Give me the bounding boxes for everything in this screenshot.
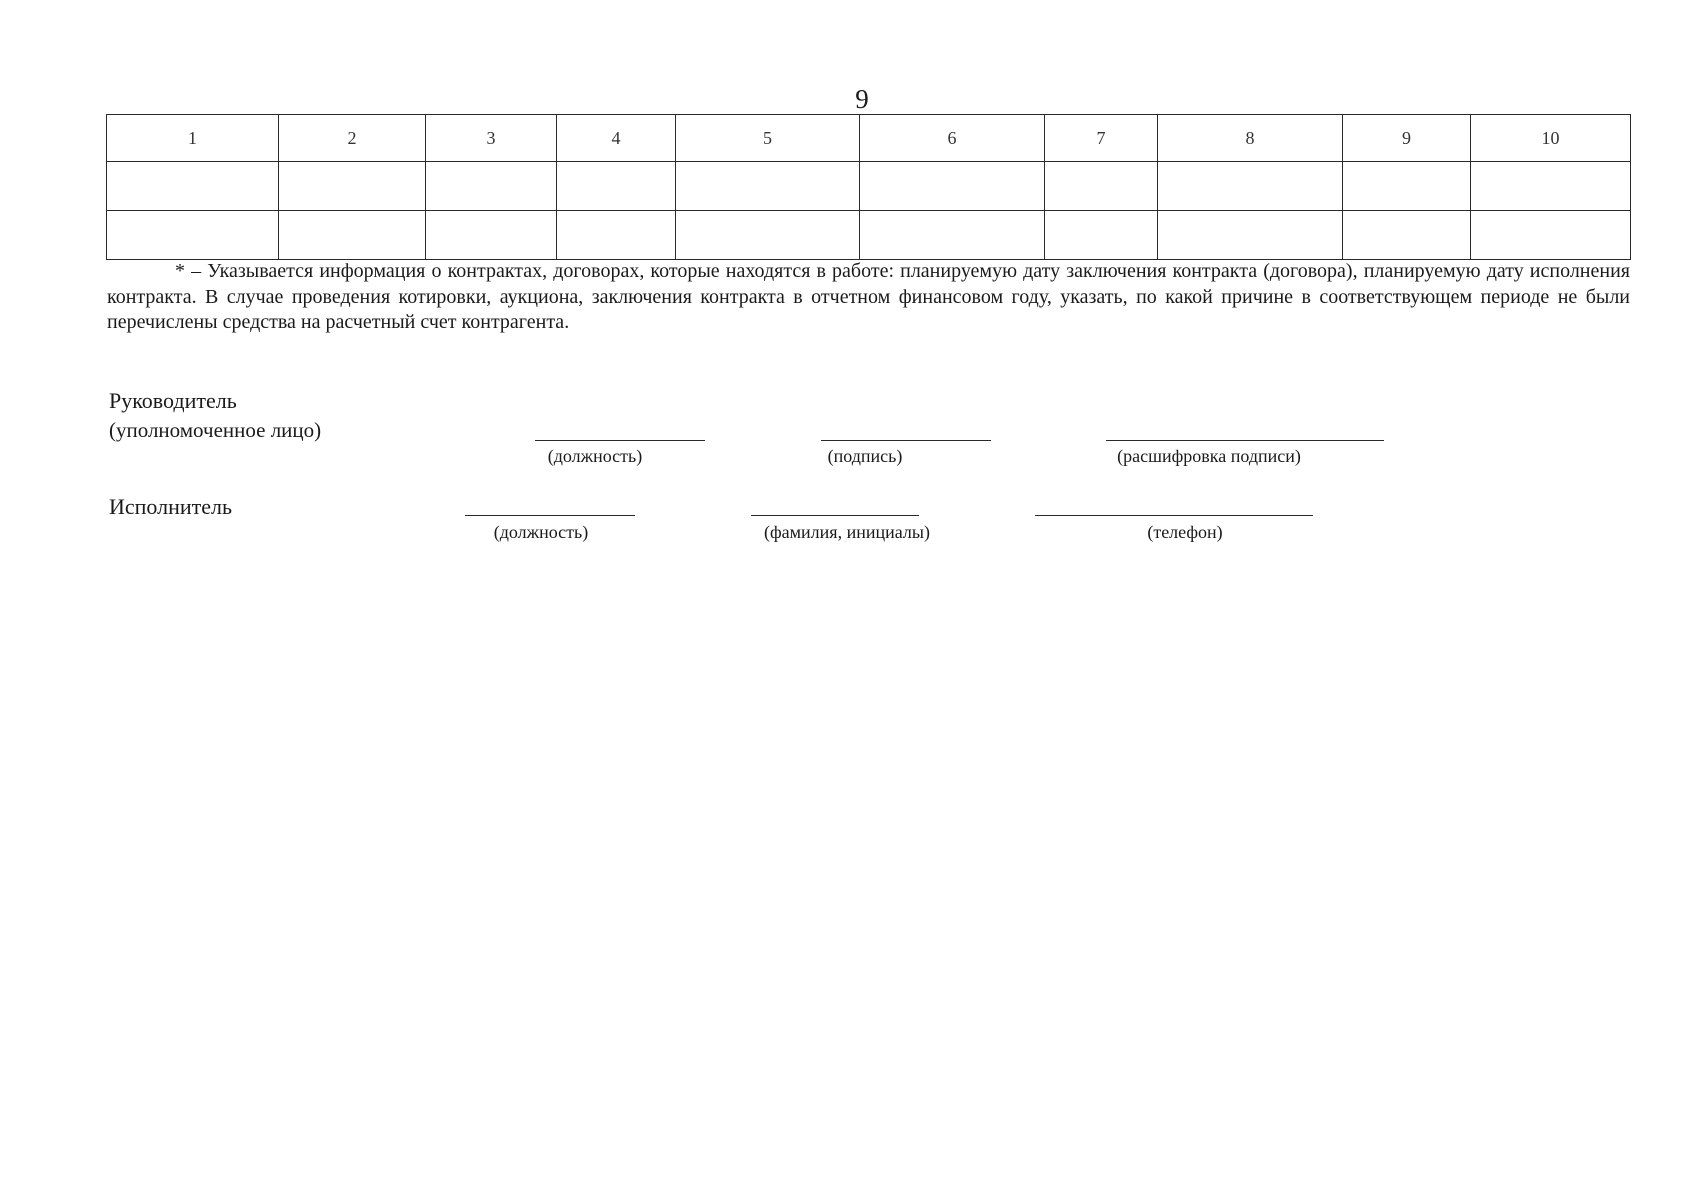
executor-phone-line <box>1035 515 1313 516</box>
head-signature-caption: (подпись) <box>827 446 903 466</box>
table-header-cell: 5 <box>676 115 860 162</box>
table-cell <box>107 162 279 211</box>
table-cell <box>860 162 1045 211</box>
executor-title: Исполнитель <box>109 494 233 519</box>
table-cell <box>1045 211 1158 260</box>
table-cell <box>1045 162 1158 211</box>
executor-phone-caption: (телефон) <box>1147 522 1223 542</box>
table-header-cell: 3 <box>426 115 557 162</box>
table-cell <box>1471 211 1631 260</box>
executor-position-caption: (должность) <box>493 522 589 542</box>
head-title: Руководитель <box>109 388 237 413</box>
table-row <box>107 211 1631 260</box>
table-cell <box>676 162 860 211</box>
table-header-cell: 8 <box>1158 115 1343 162</box>
table-cell <box>557 211 676 260</box>
table-cell <box>426 162 557 211</box>
table-header-row <box>107 115 1631 162</box>
footnote: * – Указывается информация о контрактах, договорах, которые находятся в работе: планируемую дату заключения контракта (договора), планируемую дату исполнения контракта. В случае проведения котировки, аукциона, заключения контракта в отчетном финансовом году, указать, по какой причине в соответствующем периоде не были перечислены средства на расчетный счет контрагента. <box>107 260 1630 333</box>
table-cell <box>1343 162 1471 211</box>
table-cell <box>557 162 676 211</box>
table-header-cell: 6 <box>860 115 1045 162</box>
page-number: 9 <box>855 84 869 114</box>
table-cell <box>279 162 426 211</box>
table-cell <box>860 211 1045 260</box>
table-cell <box>1158 162 1343 211</box>
table-cell <box>107 211 279 260</box>
head-subtitle: (уполномоченное лицо) <box>109 418 322 442</box>
executor-position-line <box>465 515 635 516</box>
table-cell <box>426 211 557 260</box>
table-header-cell: 4 <box>557 115 676 162</box>
head-signature-line <box>821 440 991 441</box>
table-cell <box>676 211 860 260</box>
head-position-caption: (должность) <box>547 446 643 466</box>
head-position-line <box>535 440 705 441</box>
executor-name-caption: (фамилия, инициалы) <box>764 522 930 542</box>
table-header-cell: 10 <box>1471 115 1631 162</box>
table-header-cell: 9 <box>1343 115 1471 162</box>
table-cell <box>1343 211 1471 260</box>
table-cell <box>1471 162 1631 211</box>
table-cell <box>279 211 426 260</box>
table-cell <box>1158 211 1343 260</box>
head-name-line <box>1106 440 1384 441</box>
head-name-caption: (расшифровка подписи) <box>1117 446 1301 466</box>
contracts-table <box>106 114 1631 260</box>
table-row <box>107 162 1631 211</box>
executor-name-line <box>751 515 919 516</box>
table-header-cell: 2 <box>279 115 426 162</box>
table-header-cell: 1 <box>107 115 279 162</box>
table-header-cell: 7 <box>1045 115 1158 162</box>
